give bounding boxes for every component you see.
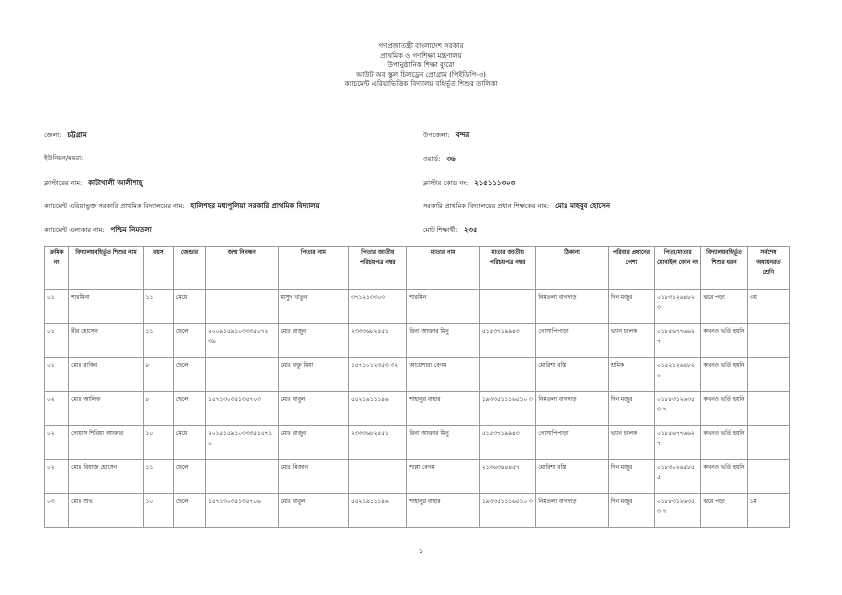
table-cell: ০১: [45, 290, 69, 324]
head-teacher-label: সরকারি প্রাথমিক বিদ্যালয়ের প্রধান শিক্ষকের নাম:: [423, 202, 550, 210]
table-cell: মোঃ মিজান: [278, 460, 348, 494]
column-header: পিতার নাম: [278, 247, 348, 290]
table-cell: ০২: [45, 426, 69, 460]
table-cell: [206, 290, 278, 324]
column-header: পরিবার প্রধানের পেশা: [608, 247, 654, 290]
table-cell: শাহানুর বাহার: [407, 392, 479, 426]
table-row: [45, 494, 790, 528]
school-value: হালিশহর মধ্যপুলিয়া সরকারি প্রাথমিক বিদ্যালয়: [190, 202, 320, 210]
table-cell: ৫৫২১৯১১১৪৬: [349, 494, 407, 528]
table-cell: ২৩৩৩৬৮২৫৫১: [349, 426, 407, 460]
table-row: [45, 358, 790, 392]
table-cell: মোঃ আলিফ: [69, 392, 144, 426]
table-cell: মীর হোসেন: [69, 324, 144, 358]
table-cell: ৫১৫৩৭১৯৯৪৩: [479, 426, 535, 460]
table-body: [45, 290, 790, 528]
page-number: ১: [418, 547, 424, 555]
table-cell: মোঃ বাবুল: [278, 392, 348, 426]
district-value: চট্টগ্রাম: [67, 131, 87, 139]
table-cell: ০১৮৮৩১২৬৩৫৩ ৭: [655, 494, 701, 528]
table-cell: গোসাপিপাড়া: [536, 426, 608, 460]
table-cell: [747, 358, 789, 392]
table-cell: ছেলে: [173, 494, 205, 528]
ward-field: [423, 153, 456, 165]
table-cell: মোঃ রাজুব: [278, 426, 348, 460]
table-cell: ২০১৫১৫৯১০৩৩৩৫১৫৭১ ০: [206, 426, 278, 460]
table-cell: [747, 392, 789, 426]
upazila-field: [423, 129, 469, 141]
union-label: ইউনিয়ন/ময়রা:: [44, 154, 84, 162]
school-label: ক্যাচমেন্ট এরিয়াভুক্ত সরকারি প্রাথমিক বিদ্যালয়ের নাম:: [44, 202, 185, 210]
table-cell: ০১৮৫৬৭৭৬৬২ ৭: [655, 426, 701, 460]
header-line-5: ক্যাচমেন্ট এরিয়াভিত্তিক বিদ্যালয় বহির্ভূত শিশুর তালিকা: [344, 80, 498, 88]
table-cell: কখনও ভর্তি হয়নি: [701, 324, 747, 358]
table-cell: মোরিশা বস্তি: [536, 460, 608, 494]
table-cell: শাহানুর বাহার: [407, 494, 479, 528]
cluster-code-value: ২১৫১১১৩০৩: [474, 179, 516, 187]
table-cell: ০১৮৫৬৭৭৬৬২ ৭: [655, 324, 701, 358]
column-header: মাতার জাতীয় পরিচয়পত্র নম্বর: [479, 247, 535, 290]
table-row: [45, 392, 790, 426]
header-line-2: প্রাথমিক ও গণশিক্ষা মন্ত্রণালয়: [380, 51, 462, 60]
district-field: [44, 129, 87, 141]
table-cell: ১৫৭১৩০৩৫১৩৫৭০৬: [206, 494, 278, 528]
table-cell: মোরিশা বস্তি: [536, 358, 608, 392]
cluster-field: [44, 177, 142, 189]
column-header: সর্বশেষ অধ্যয়নরত শ্রেণি: [747, 247, 789, 290]
table-cell: মোঃ বাবুল: [278, 494, 348, 528]
total-students-field: [423, 224, 478, 236]
table-cell: ১ম: [747, 494, 789, 528]
table-cell: [747, 324, 789, 358]
district-label: জেলা:: [44, 131, 62, 139]
table-cell: ৮: [143, 358, 173, 392]
table-cell: নিমতলা বাগদাড়: [536, 392, 608, 426]
ward-label: ওয়ার্ড:: [423, 155, 441, 163]
table-cell: [479, 358, 535, 392]
table-cell: মোঃ বক্তু মিয়া: [278, 358, 348, 392]
table-cell: দিন মজুর: [608, 392, 654, 426]
table-cell: মোঃ রাকিব: [69, 358, 144, 392]
column-header: জেন্ডার: [173, 247, 205, 290]
union-field: [44, 153, 89, 164]
table-cell: ১৯৩৩৫১১১৬৫১০ ৩: [479, 392, 535, 426]
table-cell: [479, 290, 535, 324]
table-cell: ০২: [45, 392, 69, 426]
column-header: মাতার নাম: [407, 247, 479, 290]
head-teacher-value: মোঃ মাহবুব হোসেন: [555, 202, 611, 210]
column-header: ক্রমিক নং: [45, 247, 69, 290]
table-cell: মোঃ রিয়াজ হোসেন: [69, 460, 144, 494]
table-cell: মোঃ রাজুব: [278, 324, 348, 358]
column-header: বয়স: [143, 247, 173, 290]
upazila-value: বন্দর: [455, 131, 470, 139]
table-cell: ২৩৩৩৬৮২৫৫১: [349, 324, 407, 358]
catchment-area-label: ক্যাচমেন্ট এলাকার নাম:: [44, 226, 105, 234]
table-cell: দিন মজুর: [608, 290, 654, 324]
table-cell: ০২: [45, 460, 69, 494]
table-cell: ০১৮৩০২৬৫৮৫ ৫: [655, 460, 701, 494]
table-cell: গোসাপিপাড়া: [536, 324, 608, 358]
table-cell: ২০০৯১৫৯১০৩৩৩৫০৭২ ৩৯: [206, 324, 278, 358]
catchment-area-value: পশ্চিম নিমতলা: [110, 226, 152, 234]
table-cell: ঝরে পড়া: [701, 494, 747, 528]
catchment-area-field: [44, 224, 152, 236]
table-header-row: [45, 247, 790, 290]
column-header: বিদ্যালয়বহির্ভূত শিশুর নাম: [69, 247, 144, 290]
school-field: [44, 200, 320, 212]
table-cell: আয়েশারা বেগম: [407, 358, 479, 392]
table-cell: কখনও ভর্তি হয়নি: [701, 392, 747, 426]
table-cell: ১০: [143, 426, 173, 460]
document-header: [0, 42, 842, 90]
cluster-code-field: [423, 177, 515, 189]
cluster-code-label: ক্লাস্টার কোড নং:: [423, 179, 469, 187]
table-cell: কখনও ভর্তি হয়নি: [701, 358, 747, 392]
table-cell: ৮: [143, 392, 173, 426]
table-cell: রিনা আক্তার মিনু: [407, 426, 479, 460]
upazila-label: উপজেলা:: [423, 131, 450, 139]
table-cell: শারমিন: [407, 290, 479, 324]
table-cell: ১৯৩৩৫১১১৬৫১০ ৩: [479, 494, 535, 528]
children-table: [44, 246, 790, 528]
table-cell: ১০: [143, 494, 173, 528]
table-cell: ১৫৭১৩০৩৫১৩৫৭০৩: [206, 392, 278, 426]
header-line-3: উপানুষ্ঠানিক শিক্ষা ব্যুরো: [387, 61, 455, 69]
table-cell: দোয়াস শিরিয়া আক্তার: [69, 426, 144, 460]
column-header: পিতার জাতীয় পরিচয়পত্র নম্বর: [349, 247, 407, 290]
table-cell: [206, 460, 278, 494]
table-cell: কখনও ভর্তি হয়নি: [701, 460, 747, 494]
table-cell: ০৩: [45, 494, 69, 528]
table-cell: [747, 460, 789, 494]
table-cell: মেয়ে: [173, 426, 205, 460]
table-cell: মোঃ শুভ: [69, 494, 144, 528]
table-cell: নিমতলা বাগদাড়: [536, 290, 608, 324]
table-cell: রিনা আক্তার মিনু: [407, 324, 479, 358]
table-cell: ছেলে: [173, 358, 205, 392]
table-cell: শ্রমিক: [608, 358, 654, 392]
column-header: পিতা/মাতার মোবাইল ফোন নং: [655, 247, 701, 290]
table-cell: ৩য়: [747, 290, 789, 324]
cluster-label: ক্লাস্টারের নাম:: [44, 179, 83, 187]
table-row: [45, 324, 790, 358]
table-cell: ০১: [45, 358, 69, 392]
table-row: [45, 290, 790, 324]
column-header: ঠিকানা: [536, 247, 608, 290]
table-cell: নিমতলা বাগদাড়: [536, 494, 608, 528]
table-cell: ১১: [143, 460, 173, 494]
table-cell: ৫৫২১৯১১১৪৬: [349, 392, 407, 426]
table-cell: ১১: [143, 290, 173, 324]
table-cell: ভ্যান চালক: [608, 426, 654, 460]
table-cell: ছেলে: [173, 392, 205, 426]
table-cell: ০১৮৮৩১২৬৩৫৩ ৭: [655, 392, 701, 426]
table-cell: মেয়ে: [173, 290, 205, 324]
table-cell: কখনও ভর্তি হয়নি: [701, 426, 747, 460]
table-cell: ০১৫২১২৬৪৮২ ০: [655, 358, 701, 392]
ward-value: ৩৬: [446, 155, 456, 163]
column-header: জন্ম নিবন্ধন: [206, 247, 278, 290]
cluster-value: কাটাখালী আলীশাহ্: [88, 179, 143, 187]
table-cell: ০১: [45, 324, 69, 358]
table-cell: [747, 426, 789, 460]
total-students-label: মোট শিক্ষার্থী:: [423, 226, 458, 234]
header-line-4: আউট অব স্কুল চিলড্রেন প্রোগ্রাম (পিইডিপি-৩): [356, 70, 486, 79]
table-cell: শারমিনা: [69, 290, 144, 324]
table-cell: দিন মজুর: [608, 494, 654, 528]
table-cell: [349, 460, 407, 494]
table-cell: মাসুদ খাতুন: [278, 290, 348, 324]
table-row: [45, 460, 790, 494]
table-cell: ০১৮৩১২৬৪৮২ ৩: [655, 290, 701, 324]
table-cell: ২১৩৬৩৪৪৪৫৭: [479, 460, 535, 494]
table-cell: ছেলে: [173, 460, 205, 494]
table-cell: ছেলে: [173, 324, 205, 358]
header-line-1: গণপ্রজাতন্ত্রী বাংলাদেশ সরকার: [378, 42, 464, 50]
head-teacher-field: [423, 200, 610, 212]
column-header: বিদ্যালয়বহির্ভূত শিশুর ধরন: [701, 247, 747, 290]
table-cell: ৫১৫৩৭১৯৯৪৩: [479, 324, 535, 358]
table-row: [45, 426, 790, 460]
table-cell: ভ্যান চালক: [608, 324, 654, 358]
table-cell: ১৫৭১০১২৩৫৩ ৩২: [349, 358, 407, 392]
table-cell: ঝরে পড়া: [701, 290, 747, 324]
table-cell: ৩৭১২১৩৩০৩: [349, 290, 407, 324]
table-cell: [206, 358, 278, 392]
table-cell: ১১: [143, 324, 173, 358]
table-cell: দিন মজুর: [608, 460, 654, 494]
total-students-value: ২৩৫: [463, 226, 478, 234]
table-cell: শাপ্লা বেগম: [407, 460, 479, 494]
